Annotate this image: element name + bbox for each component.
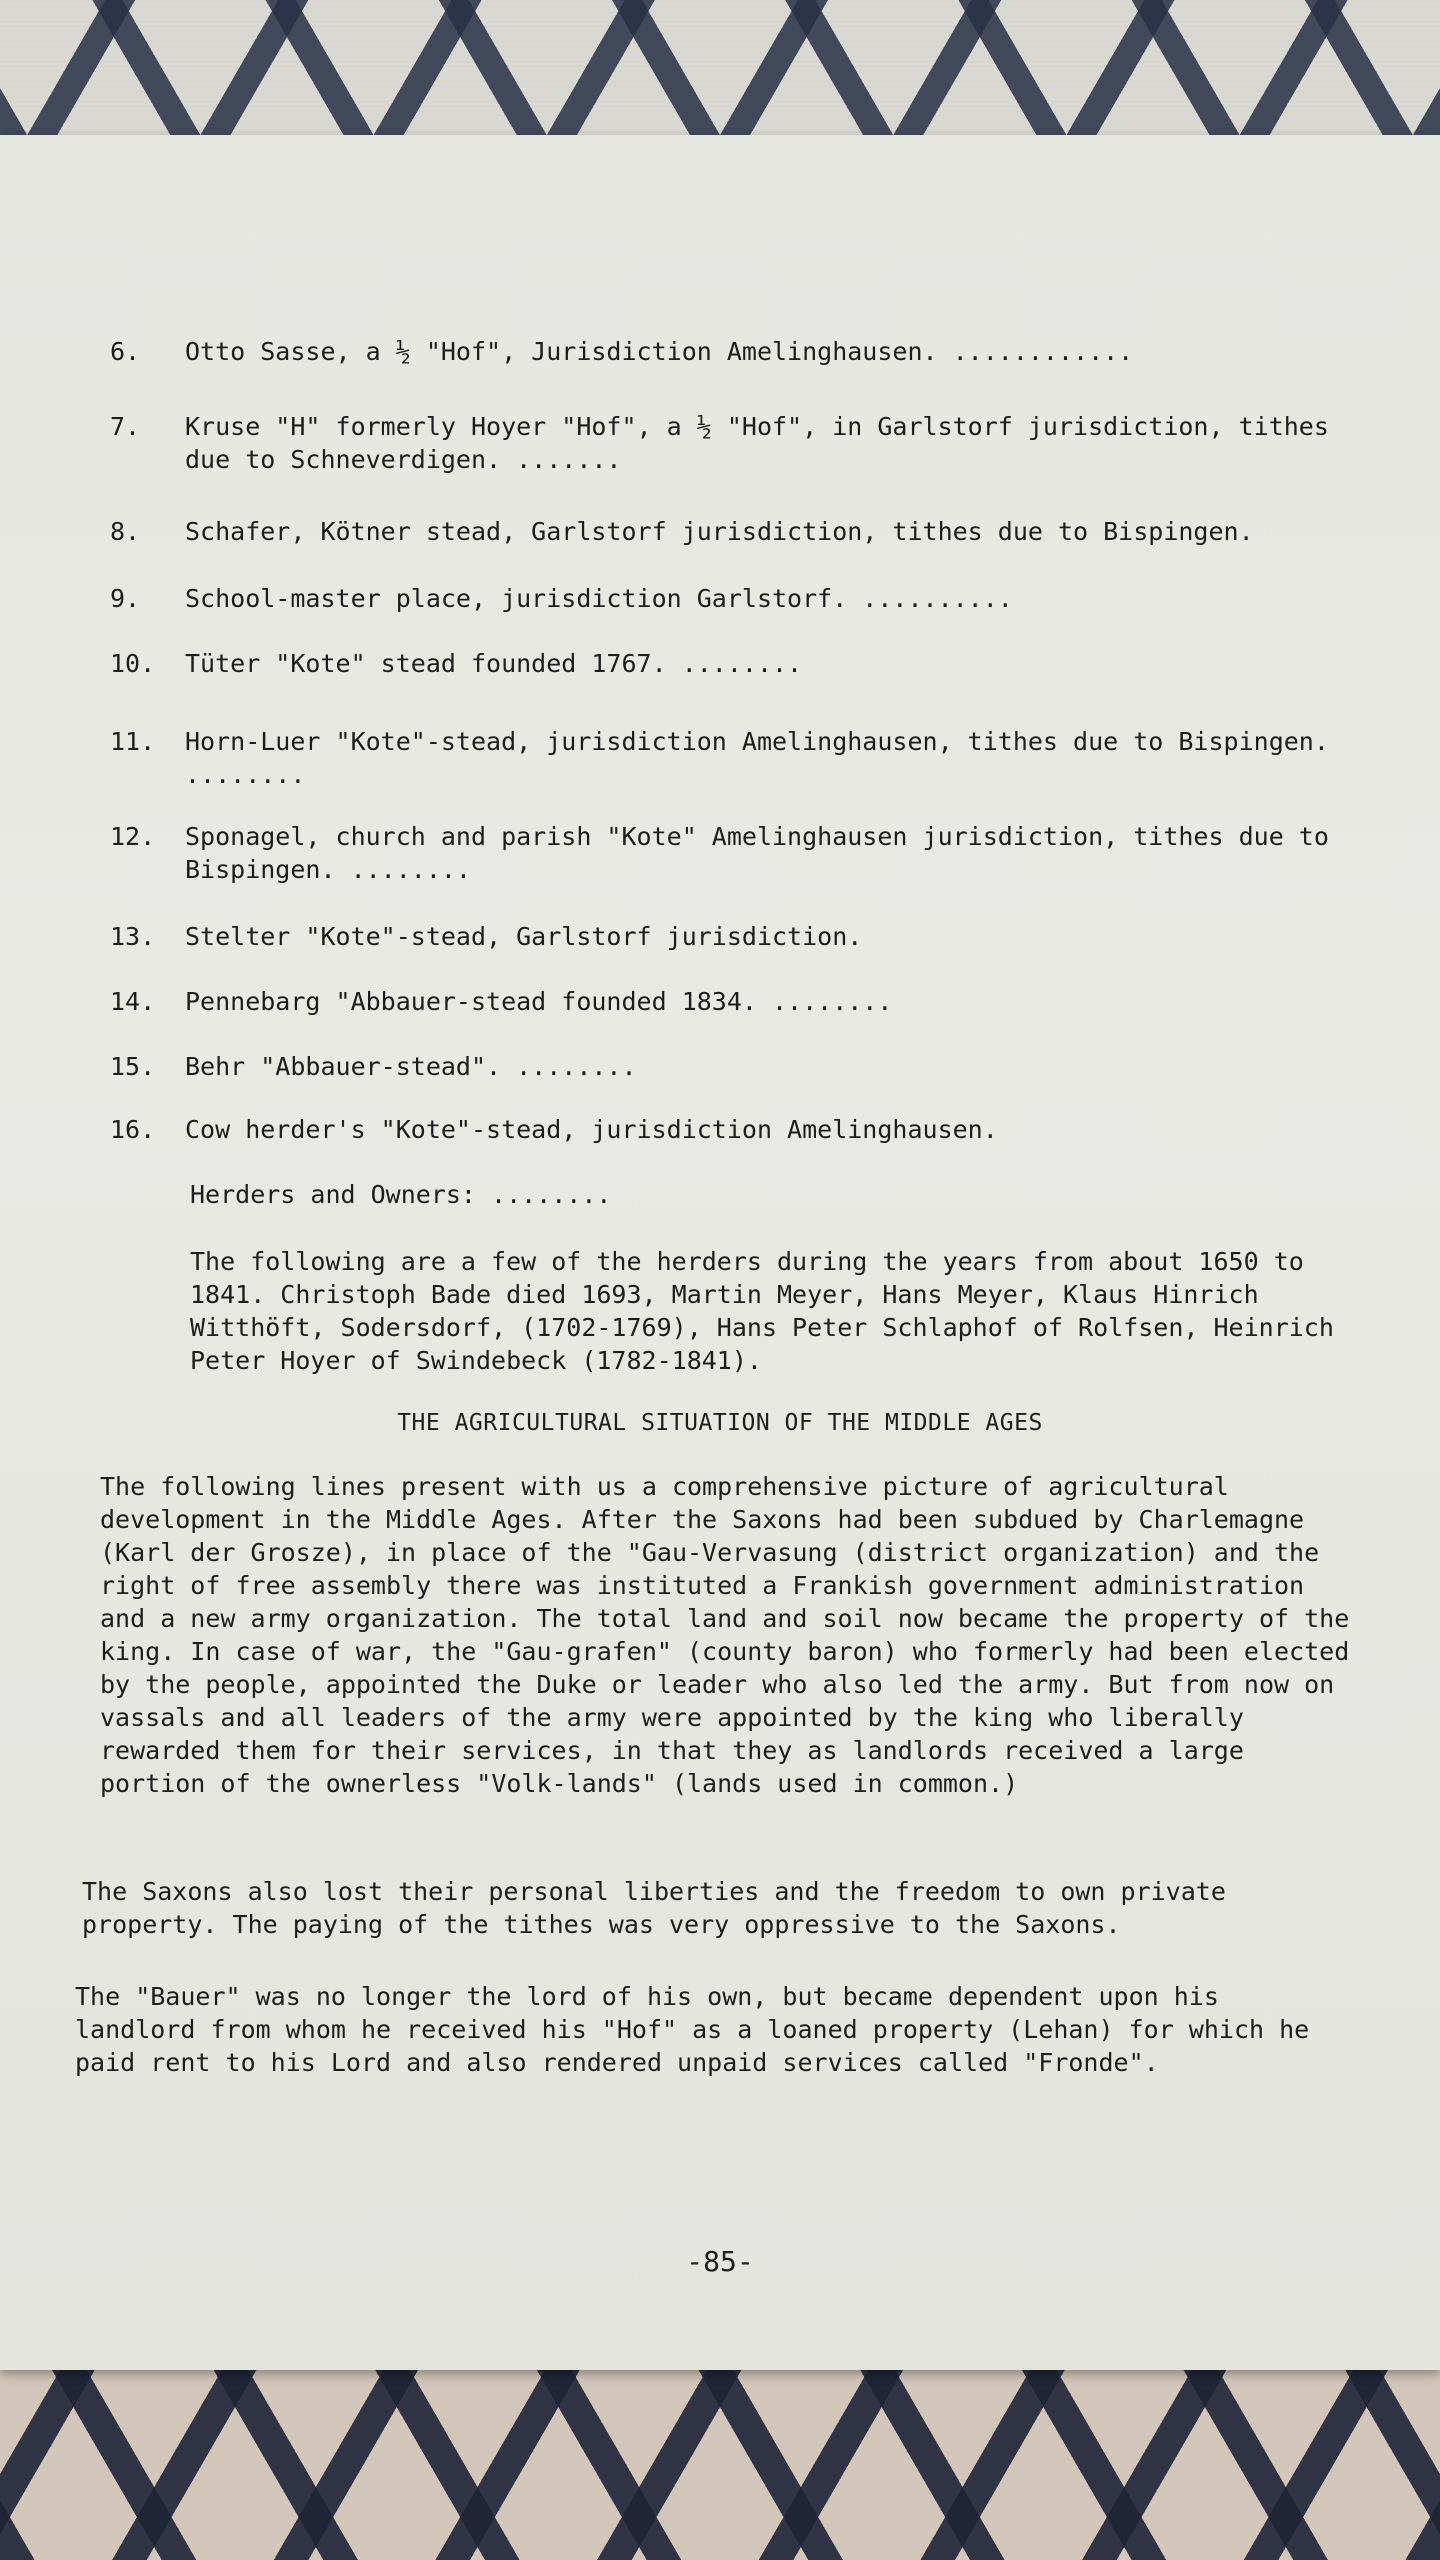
item-text: Cow herder's "Kote"-stead, jurisdiction Amelinghausen.: [185, 1115, 998, 1144]
item-number: 14.: [110, 987, 156, 1016]
item-number: 13.: [110, 922, 156, 951]
item-text: School-master place, jurisdiction Garlstorf. ..........: [185, 584, 1013, 613]
document-body: [0, 135, 1440, 2370]
item-number: 8.: [110, 517, 141, 546]
item-text: Pennebarg "Abbauer-stead founded 1834. ........: [185, 987, 893, 1016]
item-text: Sponagel, church and parish "Kote" Amelinghausen jurisdiction, tithes due to Bispingen. ........: [185, 822, 1329, 884]
item-text: Schafer, Kötner stead, Garlstorf jurisdiction, tithes due to Bispingen.: [185, 517, 1254, 546]
item-number: 11.: [110, 727, 156, 756]
section-heading: THE AGRICULTURAL SITUATION OF THE MIDDLE AGES: [397, 1410, 1043, 1436]
item-number: 16.: [110, 1115, 156, 1144]
item-text: Otto Sasse, a ½ "Hof", Jurisdiction Amelinghausen. ............: [185, 337, 1134, 366]
item-number: 12.: [110, 822, 156, 851]
item-text: Tüter "Kote" stead founded 1767. ........: [185, 649, 803, 678]
fabric-background-top: [0, 0, 1440, 140]
herders-paragraph: The following are a few of the herders during the years from about 1650 to 1841. Christoph Bade died 1693, Martin Meyer, Hans Meyer, Klaus Hinrich Witthöft, Sodersdorf, (1702-1769), Hans Peter Schlaphof of Rolfsen, Heinrich Peter Hoyer of Swindebeck (1782-1841).: [190, 1247, 1334, 1375]
page-number: -85-: [686, 2245, 754, 2278]
paragraph: The "Bauer" was no longer the lord of his own, but became dependent upon his landlord from whom he received his "Hof" as a loaned property (Lehan) for which he paid rent to his Lord and also rendered unpaid services called "Fronde".: [75, 1982, 1310, 2077]
herders-label: Herders and Owners: ........: [190, 1180, 612, 1209]
document-page: [0, 135, 1440, 2370]
item-text: Kruse "H" formerly Hoyer "Hof", a ½ "Hof", in Garlstorf jurisdiction, tithes due to Schneverdigen. .......: [185, 412, 1329, 474]
item-text: Stelter "Kote"-stead, Garlstorf jurisdiction.: [185, 922, 863, 951]
fabric-background-bottom: [0, 2365, 1440, 2560]
paragraph: The Saxons also lost their personal liberties and the freedom to own private property. The paying of the tithes was very oppressive to the Saxons.: [82, 1877, 1226, 1939]
item-number: 15.: [110, 1052, 156, 1081]
item-number: 7.: [110, 412, 141, 441]
item-number: 10.: [110, 649, 156, 678]
item-number: 9.: [110, 584, 141, 613]
item-text: Horn-Luer "Kote"-stead, jurisdiction Amelinghausen, tithes due to Bispingen. ........: [185, 727, 1329, 789]
paragraph: The following lines present with us a comprehensive picture of agricultural development in the Middle Ages. After the Saxons had been subdued by Charlemagne (Karl der Grosze), in place of the "Gau-Vervasung (district organization) and the right of free assembly there was instituted a Frankish government administration and a new army organization. The total land and soil now became the property of the king. In case of war, the "Gau-grafen" (county baron) who formerly had been elected by the people, appointed the Duke or leader who also led the army. But from now on vassals and all leaders of the army were appointed by the king who liberally rewarded them for their services, in that they as landlords received a large portion of the ownerless "Volk-lands" (lands used in common.): [100, 1472, 1350, 1798]
item-number: 6.: [110, 337, 141, 366]
item-text: Behr "Abbauer-stead". ........: [185, 1052, 637, 1081]
